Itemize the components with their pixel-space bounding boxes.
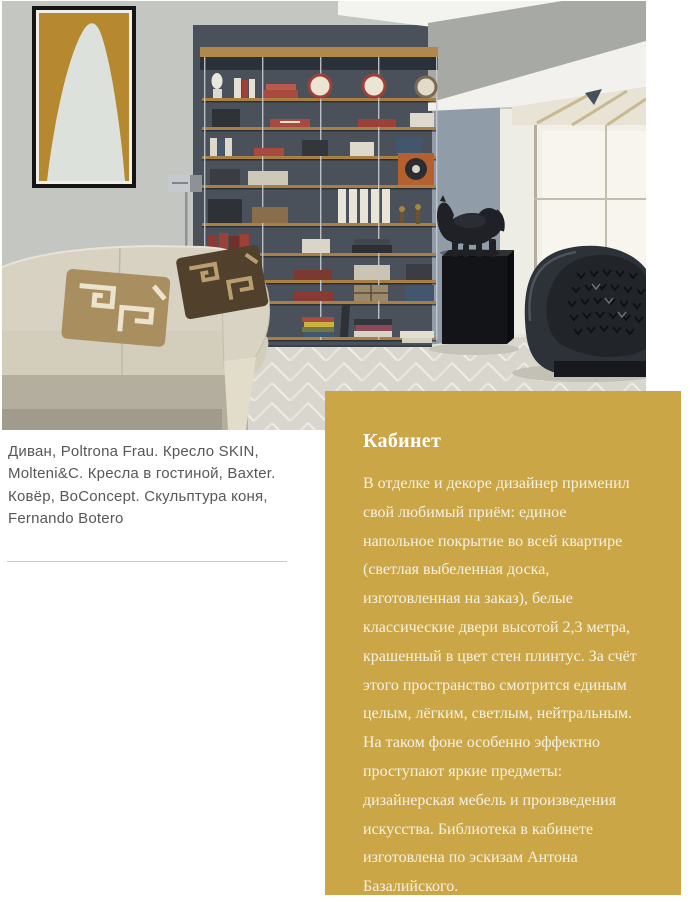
photo-caption: Диван, Poltrona Frau. Кресло SKIN, Molteni&C. Кресла в гостиной, Baxter. Ковёр, BoConcept. Скульптура коня, Fernando Botero (8, 443, 276, 528)
sofa (2, 244, 270, 430)
panel-title: Кабинет (363, 430, 442, 452)
panel-body: В отделке и декоре дизайнер применил свой любимый приём: единое напольное покрытие во всей квартире (светлая выбеленная доска, изготовленная на заказ), белые классические двери высотой 2,3 метра, крашенный в цвет стен плинтус. За счёт этого пространство смотрится единым целым, лёгким, светлым, нейтральным. На таком фоне особенно эффектно проступают яркие предметы: дизайнерская мебель и произведения искусства. Библиотека в кабинете изготовлена по эскизам Антона Базалийского. (363, 475, 637, 896)
lounge-chair (525, 246, 646, 377)
kabinet-panel (325, 391, 681, 895)
section-divider (7, 561, 287, 562)
horse-sculpture (437, 195, 514, 344)
wall-painting (32, 6, 136, 188)
pillow-tan (61, 269, 171, 348)
living-room-photo (2, 1, 646, 430)
